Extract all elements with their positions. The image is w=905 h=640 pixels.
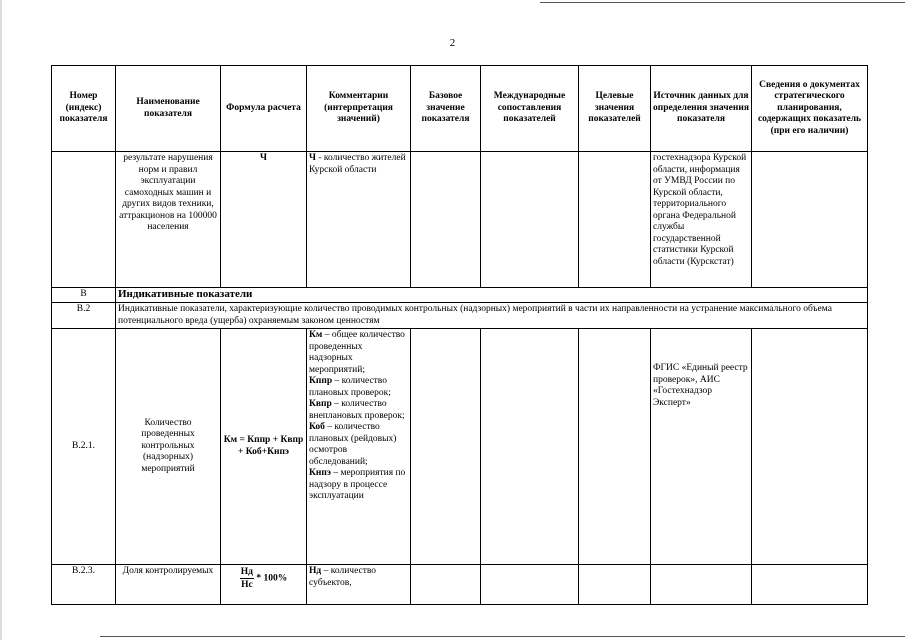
b21-number: В.2.1. (52, 329, 116, 565)
b21-comment-text: – количество плановых (рейдовых) осмотров обследований; (309, 422, 397, 467)
header-row (52, 66, 868, 152)
b21-comment-text: – количество внеплановых проверок; (309, 399, 405, 421)
header-docs: Сведения о документах стратегического планирования, содержащих показатель (при его наличии) (752, 66, 868, 152)
b23-comment-term: Нд (309, 566, 322, 576)
b23-comments (307, 565, 411, 605)
b23-formula-fraction (240, 566, 254, 591)
b21-formula: Км = Кппр + Квпр + Коб+Кнпэ (221, 329, 307, 565)
table-row-continued (52, 152, 868, 288)
cont-source: гостехнадзора Курской области, информация от УМВД России по Курской области, территориального органа Федеральной службы государственной статистики Курской области (Курскстат) (651, 152, 752, 288)
cont-name: результате нарушения норм и правил эксплуатации самоходных машин и других видов техники, аттракционов на 100000 населения (116, 152, 221, 288)
b23-source (651, 565, 752, 605)
section-b-number: В (52, 288, 116, 303)
b21-docs (752, 329, 868, 565)
b23-formula-tail: * 100% (253, 573, 288, 584)
b23-docs (752, 565, 868, 605)
cont-docs (752, 152, 868, 288)
b23-number: В.2.3. (52, 565, 116, 605)
cont-base (411, 152, 481, 288)
section-b2-row (52, 303, 868, 329)
b21-base (411, 329, 481, 565)
cont-comment-term: Ч (309, 153, 316, 163)
b23-formula-denominator: Нс (241, 580, 253, 590)
b21-comment-term: Кппр (309, 376, 333, 386)
scan-artifact-bottom (100, 636, 905, 637)
cont-intl (481, 152, 579, 288)
b23-base (411, 565, 481, 605)
page-number: 2 (449, 37, 456, 49)
b23-intl (481, 565, 579, 605)
table-row-b23 (52, 565, 868, 605)
scan-artifact-top (540, 2, 905, 3)
b23-formula (221, 565, 307, 605)
b23-comment-text: – количество субъектов, (309, 566, 377, 588)
header-formula: Формула расчета (221, 66, 307, 152)
b23-formula-numerator: Нд (240, 567, 253, 577)
b23-name: Доля контролируемых (116, 565, 221, 605)
b21-comment-term: Квпр (309, 399, 332, 409)
cont-formula: Ч (221, 152, 307, 288)
b21-comment-text: – мероприятия по надзору в процессе эксплуатации (309, 468, 406, 501)
cont-comment-text: - количество жителей Курской области (309, 153, 406, 175)
section-b-row (52, 288, 868, 303)
scan-edge (0, 0, 2, 640)
cont-comments (307, 152, 411, 288)
cont-number (52, 152, 116, 288)
indicators-table (51, 65, 868, 605)
b21-comment-term: Коб (309, 422, 325, 432)
table-row-b21 (52, 329, 868, 565)
cont-target (579, 152, 651, 288)
b21-source: ФГИС «Единый реестр проверок», АИС «Гостехнадзор Эксперт» (651, 329, 752, 565)
section-b-title: Индикативные показатели (116, 288, 868, 303)
section-b2-number: В.2 (52, 303, 116, 329)
header-name: Наименование показателя (116, 66, 221, 152)
header-comments: Комментарии (интерпретация значений) (307, 66, 411, 152)
b23-target (579, 565, 651, 605)
b21-intl (481, 329, 579, 565)
b21-target (579, 329, 651, 565)
header-intl: Международные сопоставления показателей (481, 66, 579, 152)
b21-comment-term: Кнпэ (309, 468, 331, 478)
header-base: Базовое значение показателя (411, 66, 481, 152)
section-b2-text: Индикативные показатели, характеризующие количество проводимых контрольных (надзорных) мероприятий в части их направленности на устранение максимального объема потенциального вреда (ущерба) охраняемым законом ценностям (116, 303, 868, 329)
header-source: Источник данных для определения значения показателя (651, 66, 752, 152)
header-target: Целевые значения показателей (579, 66, 651, 152)
b21-comment-term: Км (309, 330, 323, 340)
b21-comments (307, 329, 411, 565)
b21-comment-text: – общее количество проведенных надзорных мероприятий; (309, 330, 405, 375)
b21-comment-text: – количество плановых проверок; (309, 376, 391, 398)
b21-name: Количество проведенных контрольных (надзорных) мероприятий (116, 329, 221, 565)
header-number: Номер (индекс) показателя (52, 66, 116, 152)
